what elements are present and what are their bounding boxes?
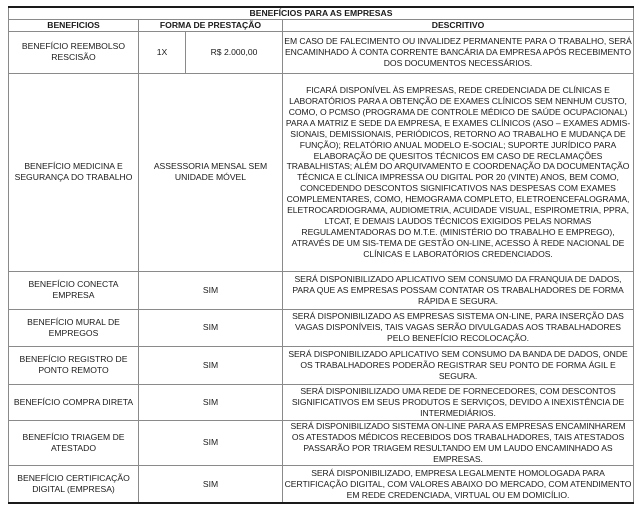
benefit-name: BENEFÍCIO CONECTA EMPRESA bbox=[9, 271, 139, 309]
forma-qty: 1X bbox=[139, 31, 186, 73]
forma-prestacao: SIM bbox=[139, 384, 283, 420]
benefit-name: BENEFÍCIO REGISTRO DE PONTO REMOTO bbox=[9, 346, 139, 384]
benefit-description: SERÁ DISPONIBILIZADO APLICATIVO SEM CONSUMO DA BANDA DE DADOS, ONDE OS TRABALHADORES PODERÃO REGISTRAR SEU PONTO DE FORMA ÁGIL E SEGURA. bbox=[283, 346, 634, 384]
forma-value: R$ 2.000,00 bbox=[186, 31, 283, 73]
table-row bbox=[9, 465, 634, 503]
benefit-name: BENEFÍCIO CERTIFICAÇÃO DIGITAL (EMPRESA) bbox=[9, 465, 139, 503]
forma-prestacao: SIM bbox=[139, 346, 283, 384]
benefit-name: BENEFÍCIO COMPRA DIRETA bbox=[9, 384, 139, 420]
table-title-row bbox=[9, 7, 634, 19]
header-forma: FORMA DE PRESTAÇÃO bbox=[139, 19, 283, 31]
benefit-name: BENEFÍCIO MEDICINA E SEGURANÇA DO TRABALHO bbox=[9, 73, 139, 271]
table-header-row bbox=[9, 19, 634, 31]
forma-prestacao: ASSESSORIA MENSAL SEM UNIDADE MÓVEL bbox=[139, 73, 283, 271]
forma-prestacao: SIM bbox=[139, 309, 283, 346]
table-row bbox=[9, 31, 634, 73]
benefit-description: EM CASO DE FALECIMENTO OU INVALIDEZ PERMANENTE PARA O TRABALHO, SERÁ ENCAMINHADO À CONTA CORRENTE BANCÁRIA DA EMPRESA APÓS RECEBIMENTO DOS DOCUMENTOS NECESSÁRIOS. bbox=[283, 31, 634, 73]
benefit-description: SERÁ DISPONIBILIZADO AS EMPRESAS SISTEMA ON-LINE, PARA INSERÇÃO DAS VAGAS DISPONÍVEIS, TAIS VAGAS SERÃO DIVULGADAS AOS TRABALHADORES PELO BENEFÍCIO RECOLOCAÇÃO. bbox=[283, 309, 634, 346]
table-row bbox=[9, 73, 634, 271]
benefit-description: SERÁ DISPONIBILIZADO APLICATIVO SEM CONSUMO DA FRANQUIA DE DADOS, PARA QUE AS EMPRESAS POSSAM CONTATAR OS TRABALHADORES DE FORMA RÁPIDA E SEGURA. bbox=[283, 271, 634, 309]
table-row bbox=[9, 384, 634, 420]
benefit-description: SERÁ DISPONIBILIZADO UMA REDE DE FORNECEDORES, COM DESCONTOS SIGNIFICATIVOS EM SEUS PRODUTOS E SERVIÇOS, DEVIDO A INEXISTÊNCIA DE INTERMEDIÁRIOS. bbox=[283, 384, 634, 420]
benefit-description: FICARÁ DISPONÍVEL ÀS EMPRESAS, REDE CREDENCIADA DE CLÍNICAS E LABORATÓRIOS PARA A OBTENÇÃO DE EXAMES CLÍNICOS SEM NENHUM CUSTO, COMO, O PCMSO (PROGRAMA DE CONTROLE MÉDICO DE SAÚDE OCUPACIONAL) PARA A MATRIZ E SEDE DA EMPRESA, E EXAMES CLÍNICOS (ASO – EXAMES ADMIS-SIONAIS, DEMISSIONAIS, PERIÓDICOS, RETORNO AO TRABALHO E MUDANÇA DE FUNÇÃO); RELATÓRIO ANUAL MODELO E-SOCIAL; SUPORTE JURÍDICO PARA ELABORAÇÃO DE QUESITOS TÉCNICOS EM CASO DE RECLAMAÇÕES TRABALHISTAS; ALÉM DO ARQUIVAMENTO E COORDENAÇÃO DA DOCUMENTAÇÃO TÉCNICA E CLÍNICA IMPRESSA OU DIGITAL POR 20 (VINTE) ANOS, BEM COMO, CONCEDENDO DESCONTOS SIGNIFICATIVOS NAS DESPESAS COM EXAMES COMPLEMENTARES, COMO, HEMOGRAMA COMPLETO, ELETROENCEFALOGRAMA, ELETROCARDIOGRAMA, AUDIOMETRIA, ACUIDADE VISUAL, ESPIROMETRIA, PPRA, LTCAT, E DEMAIS LAUDOS TÉCNICOS EXIGIDOS PELAS NORMAS REGULAMENTADORAS DO M.T.E. (MINISTÉRIO DO TRABALHO E EMPREGO), ATRAVÉS DE UM SIS-TEMA DE GESTÃO ON-LINE, ACESSO À REDE NACIONAL DE CLÍNICAS E LABORATÓRIOS CREDENCIADOS. bbox=[283, 73, 634, 271]
benefit-name: BENEFÍCIO TRIAGEM DE ATESTADO bbox=[9, 420, 139, 465]
header-descritivo: DESCRITIVO bbox=[283, 19, 634, 31]
table-row bbox=[9, 346, 634, 384]
benefits-table bbox=[8, 6, 634, 504]
benefit-description: SERÁ DISPONIBILIZADO SISTEMA ON-LINE PARA AS EMPRESAS ENCAMINHAREM OS ATESTADOS MÉDICOS RECEBIDOS DOS TRABALHADORES, TAIS ATESTADOS PASSARÃO POR TRIAGEM RESULTANDO EM UM LAUDO ENCAMINHADO AS EMPRESAS. bbox=[283, 420, 634, 465]
table-row bbox=[9, 420, 634, 465]
benefit-description: SERÁ DISPONIBILIZADO, EMPRESA LEGALMENTE HOMOLOGADA PARA CERTIFICAÇÃO DIGITAL, COM VALORES ABAIXO DO MERCADO, COM ATENDIMENTO EM REDE CREDENCIADA, VIRTUAL OU EM DOMICÍLIO. bbox=[283, 465, 634, 503]
table-row bbox=[9, 271, 634, 309]
benefit-name: BENEFÍCIO REEMBOLSO RESCISÃO bbox=[9, 31, 139, 73]
table-title: BENEFÍCIOS PARA AS EMPRESAS bbox=[9, 7, 634, 19]
forma-prestacao: SIM bbox=[139, 465, 283, 503]
table-row bbox=[9, 309, 634, 346]
forma-prestacao: SIM bbox=[139, 420, 283, 465]
forma-prestacao: SIM bbox=[139, 271, 283, 309]
header-beneficios: BENEFICIOS bbox=[9, 19, 139, 31]
benefit-name: BENEFÍCIO MURAL DE EMPREGOS bbox=[9, 309, 139, 346]
